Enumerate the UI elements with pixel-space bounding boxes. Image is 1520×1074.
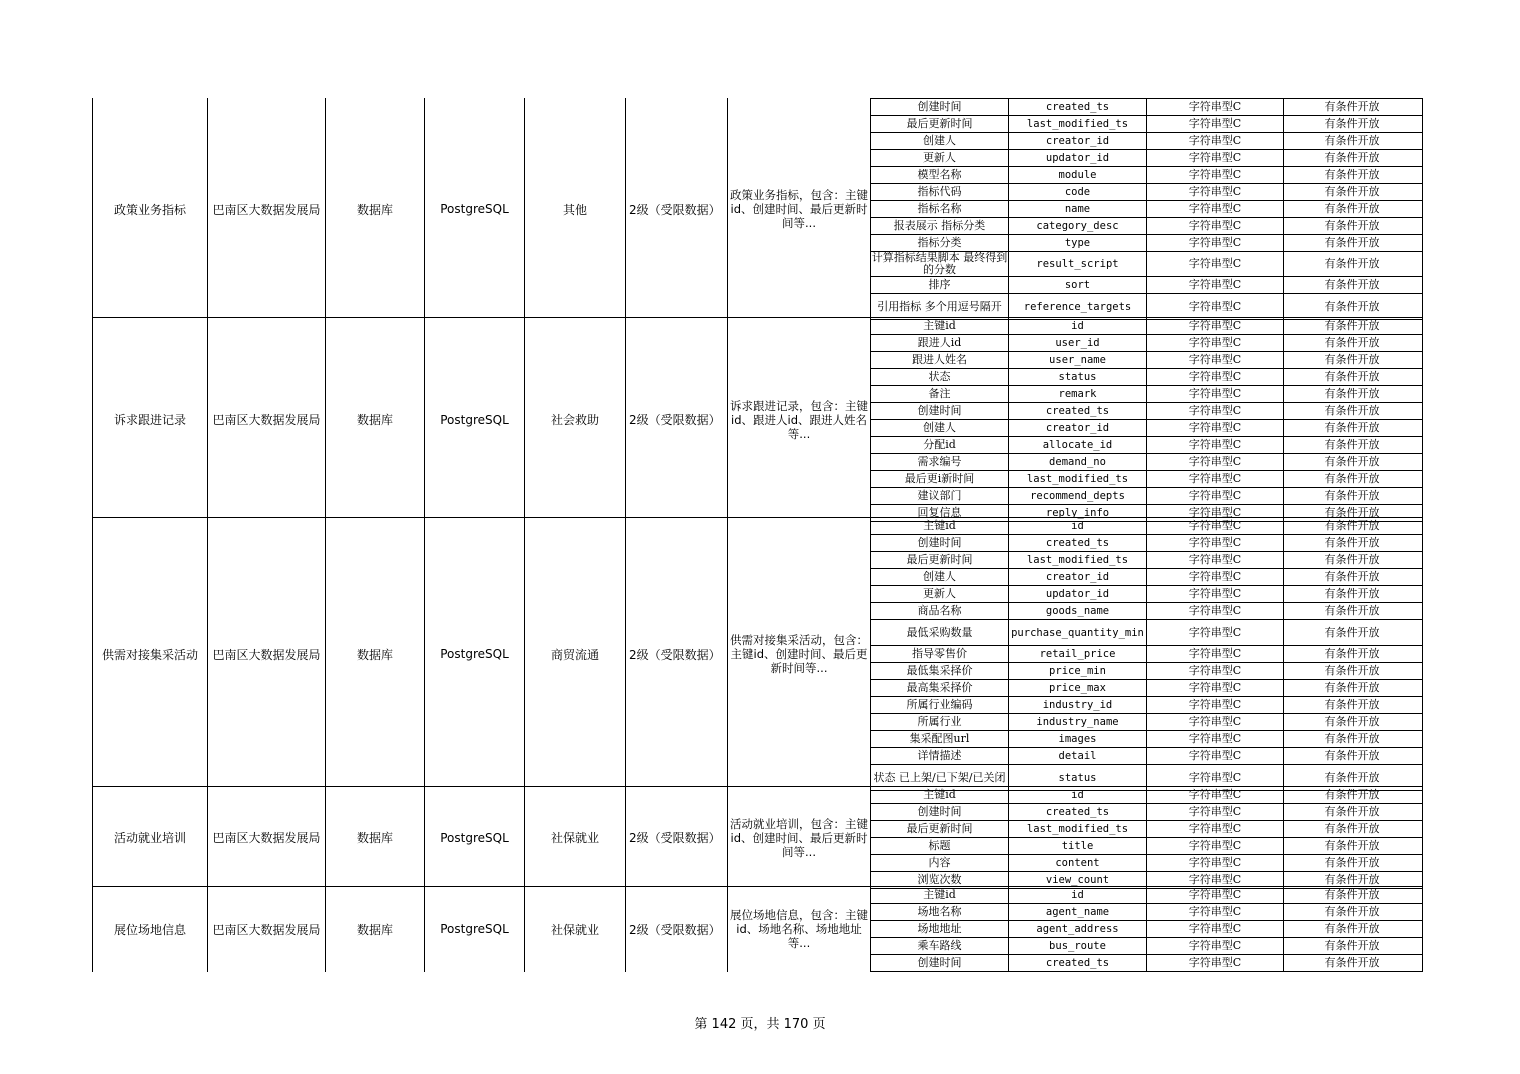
field-cn-name: 创建时间 <box>871 955 1009 971</box>
field-data-type: 字符串型C <box>1147 535 1284 551</box>
table-name-cell: 展位场地信息 <box>92 886 208 972</box>
field-en-name: id <box>1009 318 1147 334</box>
field-en-name: creator_id <box>1009 133 1147 149</box>
field-en-name: agent_address <box>1009 921 1147 937</box>
field-open-type: 有条件开放 <box>1324 489 1380 502</box>
field-row <box>871 369 1422 386</box>
field-cn-name: 最后更新时间 <box>871 552 1009 568</box>
field-row <box>871 352 1422 369</box>
field-open-type: 有条件开放 <box>1324 506 1380 519</box>
field-en-name: creator_id <box>1009 569 1147 585</box>
field-data-type: 字符串型C <box>1147 488 1284 504</box>
field-open-type: 有条件开放 <box>1324 472 1380 485</box>
field-row <box>871 454 1422 471</box>
field-data-type: 字符串型C <box>1147 518 1284 534</box>
field-cn-name: 回复信息 <box>871 505 1009 521</box>
category-cell: 社会救助 <box>525 317 626 522</box>
field-row <box>871 804 1422 821</box>
field-cn-name: 主键id <box>871 887 1009 903</box>
field-row <box>871 697 1422 714</box>
field-cn-name: 需求编号 <box>871 454 1009 470</box>
table-group <box>92 98 1421 320</box>
field-en-name: code <box>1009 184 1147 200</box>
field-row <box>871 420 1422 437</box>
field-open-type: 有条件开放 <box>1324 117 1380 130</box>
field-open-type: 有条件开放 <box>1324 587 1380 600</box>
field-data-type: 字符串型C <box>1147 872 1284 888</box>
field-row <box>871 748 1422 765</box>
field-row <box>871 603 1422 620</box>
category-cell: 社保就业 <box>525 786 626 889</box>
field-en-name: category_desc <box>1009 218 1147 234</box>
page-footer: 第 142 页，共 170 页 <box>694 1017 826 1032</box>
field-open-type: 有条件开放 <box>1324 219 1380 232</box>
field-open-type: 有条件开放 <box>1324 625 1380 639</box>
field-open-type: 有条件开放 <box>1324 822 1380 835</box>
field-open-type: 有条件开放 <box>1324 839 1380 852</box>
description-cell: 展位场地信息，包含：主键id、场地名称、场地地址等... <box>728 886 871 972</box>
field-list <box>870 886 1423 972</box>
database-cell: PostgreSQL <box>425 98 525 320</box>
field-data-type: 字符串型C <box>1147 586 1284 602</box>
field-en-name: result_script <box>1009 252 1147 276</box>
field-cn-name: 创建时间 <box>871 99 1009 115</box>
field-en-name: status <box>1009 369 1147 385</box>
field-data-type: 字符串型C <box>1147 921 1284 937</box>
description-cell: 诉求跟进记录，包含：主键id、跟进人id、跟进人姓名等... <box>728 317 871 522</box>
field-cn-name: 最后更新时间 <box>871 116 1009 132</box>
field-cn-name: 标题 <box>871 838 1009 854</box>
field-row <box>871 855 1422 872</box>
field-cn-name: 跟进人姓名 <box>871 352 1009 368</box>
field-row <box>871 471 1422 488</box>
field-row <box>871 150 1422 167</box>
field-row <box>871 252 1422 277</box>
field-open-type: 有条件开放 <box>1324 353 1380 366</box>
department-cell: 巴南区大数据发展局 <box>208 517 326 791</box>
field-data-type: 字符串型C <box>1147 569 1284 585</box>
field-open-type: 有条件开放 <box>1324 299 1380 313</box>
field-en-name: id <box>1009 787 1147 803</box>
table-group <box>92 886 1421 972</box>
field-cn-name: 跟进人id <box>871 335 1009 351</box>
field-open-type: 有条件开放 <box>1324 421 1380 434</box>
field-row <box>871 586 1422 603</box>
field-open-type: 有条件开放 <box>1324 604 1380 617</box>
field-open-type: 有条件开放 <box>1324 236 1380 249</box>
field-open-type: 有条件开放 <box>1324 455 1380 468</box>
resource-type-cell: 数据库 <box>326 886 425 972</box>
field-open-type: 有条件开放 <box>1324 278 1380 291</box>
field-row <box>871 904 1422 921</box>
field-data-type: 字符串型C <box>1147 714 1284 730</box>
field-list <box>870 98 1423 320</box>
field-cn-name: 更新人 <box>871 586 1009 602</box>
field-en-name: id <box>1009 887 1147 903</box>
field-open-type: 有条件开放 <box>1324 922 1380 935</box>
field-cn-name: 集采配图url <box>871 731 1009 747</box>
field-cn-name: 创建人 <box>871 133 1009 149</box>
field-cn-name: 场地地址 <box>871 921 1009 937</box>
field-cn-name: 指标分类 <box>871 235 1009 251</box>
group-separator <box>92 786 871 787</box>
field-cn-name: 商品名称 <box>871 603 1009 619</box>
table-name-cell: 诉求跟进记录 <box>92 317 208 522</box>
field-row <box>871 821 1422 838</box>
field-open-type: 有条件开放 <box>1324 134 1380 147</box>
table-name-cell: 政策业务指标 <box>92 98 208 320</box>
field-cn-name: 最后更新时间 <box>871 821 1009 837</box>
field-open-type: 有条件开放 <box>1324 404 1380 417</box>
field-cn-name: 更新人 <box>871 150 1009 166</box>
field-en-name: user_id <box>1009 335 1147 351</box>
field-en-name: content <box>1009 855 1147 871</box>
field-list <box>870 317 1423 522</box>
field-open-type: 有条件开放 <box>1324 888 1380 901</box>
field-data-type: 字符串型C <box>1147 938 1284 954</box>
field-row <box>871 646 1422 663</box>
field-en-name: sort <box>1009 277 1147 293</box>
security-level-cell: 2级（受限数据） <box>626 317 728 522</box>
field-open-type: 有条件开放 <box>1324 788 1380 801</box>
field-open-type: 有条件开放 <box>1324 370 1380 383</box>
field-en-name: type <box>1009 235 1147 251</box>
field-row <box>871 731 1422 748</box>
field-en-name: view_count <box>1009 872 1147 888</box>
field-row <box>871 318 1422 335</box>
resource-type-cell: 数据库 <box>326 317 425 522</box>
group-separator <box>92 886 871 887</box>
field-cn-name: 浏览次数 <box>871 872 1009 888</box>
field-data-type: 字符串型C <box>1147 904 1284 920</box>
field-row <box>871 787 1422 804</box>
field-data-type: 字符串型C <box>1147 99 1284 115</box>
field-en-name: bus_route <box>1009 938 1147 954</box>
field-data-type: 字符串型C <box>1147 552 1284 568</box>
field-cn-name: 主键id <box>871 518 1009 534</box>
field-data-type: 字符串型C <box>1147 167 1284 183</box>
field-list <box>870 517 1423 791</box>
table-name-cell: 活动就业培训 <box>92 786 208 889</box>
field-open-type: 有条件开放 <box>1324 100 1380 113</box>
field-row <box>871 663 1422 680</box>
field-open-type: 有条件开放 <box>1324 732 1380 745</box>
field-data-type: 字符串型C <box>1147 680 1284 696</box>
field-cn-name: 模型名称 <box>871 167 1009 183</box>
field-data-type: 字符串型C <box>1147 369 1284 385</box>
field-en-name: last_modified_ts <box>1009 821 1147 837</box>
database-cell: PostgreSQL <box>425 517 525 791</box>
field-cn-name: 主键id <box>871 318 1009 334</box>
field-cn-name: 引用指标 多个用逗号隔开 <box>871 294 1009 319</box>
category-cell: 其他 <box>525 98 626 320</box>
field-open-type: 有条件开放 <box>1324 202 1380 215</box>
department-cell: 巴南区大数据发展局 <box>208 98 326 320</box>
field-data-type: 字符串型C <box>1147 838 1284 854</box>
field-open-type: 有条件开放 <box>1324 536 1380 549</box>
field-data-type: 字符串型C <box>1147 184 1284 200</box>
field-cn-name: 最低集采择价 <box>871 663 1009 679</box>
table-name-cell: 供需对接集采活动 <box>92 517 208 791</box>
field-en-name: last_modified_ts <box>1009 552 1147 568</box>
field-open-type: 有条件开放 <box>1324 319 1380 332</box>
field-cn-name: 所属行业 <box>871 714 1009 730</box>
field-en-name: allocate_id <box>1009 437 1147 453</box>
field-en-name: demand_no <box>1009 454 1147 470</box>
field-row <box>871 201 1422 218</box>
field-en-name: recommend_depts <box>1009 488 1147 504</box>
field-en-name: price_max <box>1009 680 1147 696</box>
field-cn-name: 最低采购数量 <box>871 620 1009 645</box>
field-data-type: 字符串型C <box>1147 855 1284 871</box>
field-data-type: 字符串型C <box>1147 821 1284 837</box>
resource-type-cell: 数据库 <box>326 786 425 889</box>
security-level-cell: 2级（受限数据） <box>626 886 728 972</box>
field-open-type: 有条件开放 <box>1324 939 1380 952</box>
field-open-type: 有条件开放 <box>1324 856 1380 869</box>
field-cn-name: 乘车路线 <box>871 938 1009 954</box>
field-open-type: 有条件开放 <box>1324 873 1380 886</box>
field-en-name: creator_id <box>1009 420 1147 436</box>
field-row <box>871 535 1422 552</box>
field-open-type: 有条件开放 <box>1324 168 1380 181</box>
field-data-type: 字符串型C <box>1147 646 1284 662</box>
group-separator <box>92 317 871 318</box>
field-open-type: 有条件开放 <box>1324 647 1380 660</box>
department-cell: 巴南区大数据发展局 <box>208 786 326 889</box>
field-open-type: 有条件开放 <box>1324 681 1380 694</box>
group-separator <box>92 517 871 518</box>
field-row <box>871 184 1422 201</box>
field-en-name: created_ts <box>1009 99 1147 115</box>
field-row <box>871 488 1422 505</box>
field-en-name: price_min <box>1009 663 1147 679</box>
field-en-name: updator_id <box>1009 150 1147 166</box>
field-cn-name: 分配id <box>871 437 1009 453</box>
field-cn-name: 报表展示 指标分类 <box>871 218 1009 234</box>
description-cell: 活动就业培训，包含：主键id、创建时间、最后更新时间等... <box>728 786 871 889</box>
field-cn-name: 建议部门 <box>871 488 1009 504</box>
field-data-type: 字符串型C <box>1147 887 1284 903</box>
field-data-type: 字符串型C <box>1147 133 1284 149</box>
field-row <box>871 887 1422 904</box>
field-row <box>871 218 1422 235</box>
field-data-type: 字符串型C <box>1147 697 1284 713</box>
field-cn-name: 主键id <box>871 787 1009 803</box>
field-en-name: created_ts <box>1009 535 1147 551</box>
field-row <box>871 838 1422 855</box>
field-data-type: 字符串型C <box>1147 955 1284 971</box>
field-en-name: created_ts <box>1009 403 1147 419</box>
field-en-name: created_ts <box>1009 955 1147 971</box>
field-cn-name: 创建人 <box>871 569 1009 585</box>
field-row <box>871 386 1422 403</box>
field-cn-name: 详情描述 <box>871 748 1009 764</box>
field-open-type: 有条件开放 <box>1324 519 1380 532</box>
field-cn-name: 创建人 <box>871 420 1009 436</box>
field-data-type: 字符串型C <box>1147 116 1284 132</box>
department-cell: 巴南区大数据发展局 <box>208 886 326 972</box>
table-group <box>92 517 1421 791</box>
field-data-type: 字符串型C <box>1147 454 1284 470</box>
field-en-name: purchase_quantity_min <box>1009 620 1147 645</box>
field-data-type: 字符串型C <box>1147 318 1284 334</box>
field-open-type: 有条件开放 <box>1324 956 1380 969</box>
field-open-type: 有条件开放 <box>1324 698 1380 711</box>
field-data-type: 字符串型C <box>1147 663 1284 679</box>
field-data-type: 字符串型C <box>1147 294 1284 319</box>
field-open-type: 有条件开放 <box>1324 664 1380 677</box>
field-cn-name: 内容 <box>871 855 1009 871</box>
description-cell: 政策业务指标，包含：主键id、创建时间、最后更新时间等... <box>728 98 871 320</box>
field-row <box>871 921 1422 938</box>
field-data-type: 字符串型C <box>1147 420 1284 436</box>
field-row <box>871 99 1422 116</box>
field-row <box>871 714 1422 731</box>
department-cell: 巴南区大数据发展局 <box>208 317 326 522</box>
field-cn-name: 场地名称 <box>871 904 1009 920</box>
field-row <box>871 235 1422 252</box>
field-data-type: 字符串型C <box>1147 437 1284 453</box>
field-en-name: module <box>1009 167 1147 183</box>
field-cn-name: 最后更i新时间 <box>871 471 1009 487</box>
field-en-name: updator_id <box>1009 586 1147 602</box>
field-open-type: 有条件开放 <box>1324 151 1380 164</box>
category-cell: 商贸流通 <box>525 517 626 791</box>
field-cn-name: 指标代码 <box>871 184 1009 200</box>
field-en-name: user_name <box>1009 352 1147 368</box>
database-cell: PostgreSQL <box>425 786 525 889</box>
field-data-type: 字符串型C <box>1147 386 1284 402</box>
field-data-type: 字符串型C <box>1147 335 1284 351</box>
field-data-type: 字符串型C <box>1147 731 1284 747</box>
field-row <box>871 403 1422 420</box>
field-data-type: 字符串型C <box>1147 252 1284 276</box>
field-open-type: 有条件开放 <box>1324 770 1380 784</box>
field-row <box>871 167 1422 184</box>
field-data-type: 字符串型C <box>1147 787 1284 803</box>
field-en-name: detail <box>1009 748 1147 764</box>
security-level-cell: 2级（受限数据） <box>626 517 728 791</box>
field-cn-name: 创建时间 <box>871 403 1009 419</box>
field-open-type: 有条件开放 <box>1324 905 1380 918</box>
field-row <box>871 437 1422 454</box>
field-open-type: 有条件开放 <box>1324 553 1380 566</box>
field-open-type: 有条件开放 <box>1324 185 1380 198</box>
field-data-type: 字符串型C <box>1147 218 1284 234</box>
field-data-type: 字符串型C <box>1147 505 1284 521</box>
resource-type-cell: 数据库 <box>326 98 425 320</box>
field-open-type: 有条件开放 <box>1324 438 1380 451</box>
field-row <box>871 938 1422 955</box>
field-row <box>871 116 1422 133</box>
field-row <box>871 569 1422 586</box>
field-data-type: 字符串型C <box>1147 201 1284 217</box>
field-cn-name: 指导零售价 <box>871 646 1009 662</box>
field-cn-name: 排序 <box>871 277 1009 293</box>
field-en-name: remark <box>1009 386 1147 402</box>
field-en-name: industry_id <box>1009 697 1147 713</box>
field-row <box>871 518 1422 535</box>
field-en-name: goods_name <box>1009 603 1147 619</box>
field-row <box>871 955 1422 972</box>
field-en-name: title <box>1009 838 1147 854</box>
field-cn-name: 最高集采择价 <box>871 680 1009 696</box>
table-group <box>92 317 1421 522</box>
field-data-type: 字符串型C <box>1147 277 1284 293</box>
field-open-type: 有条件开放 <box>1324 805 1380 818</box>
field-row <box>871 335 1422 352</box>
table-group <box>92 786 1421 889</box>
category-cell: 社保就业 <box>525 886 626 972</box>
field-en-name: reply_info <box>1009 505 1147 521</box>
field-data-type: 字符串型C <box>1147 748 1284 764</box>
field-open-type: 有条件开放 <box>1324 336 1380 349</box>
field-cn-name: 状态 <box>871 369 1009 385</box>
field-data-type: 字符串型C <box>1147 804 1284 820</box>
field-open-type: 有条件开放 <box>1324 715 1380 728</box>
field-list <box>870 786 1423 889</box>
field-en-name: id <box>1009 518 1147 534</box>
security-level-cell: 2级（受限数据） <box>626 786 728 889</box>
field-cn-name: 指标名称 <box>871 201 1009 217</box>
field-row <box>871 277 1422 294</box>
field-open-type: 有条件开放 <box>1324 257 1380 270</box>
field-row <box>871 620 1422 646</box>
database-cell: PostgreSQL <box>425 886 525 972</box>
field-en-name: reference_targets <box>1009 294 1147 319</box>
field-en-name: status <box>1009 765 1147 790</box>
field-cn-name: 所属行业编码 <box>871 697 1009 713</box>
field-en-name: last_modified_ts <box>1009 116 1147 132</box>
field-open-type: 有条件开放 <box>1324 387 1380 400</box>
field-en-name: name <box>1009 201 1147 217</box>
field-row <box>871 552 1422 569</box>
field-en-name: retail_price <box>1009 646 1147 662</box>
field-row <box>871 133 1422 150</box>
field-en-name: last_modified_ts <box>1009 471 1147 487</box>
field-data-type: 字符串型C <box>1147 765 1284 790</box>
field-cn-name: 创建时间 <box>871 535 1009 551</box>
field-en-name: industry_name <box>1009 714 1147 730</box>
field-en-name: created_ts <box>1009 804 1147 820</box>
field-row <box>871 680 1422 697</box>
field-cn-name: 创建时间 <box>871 804 1009 820</box>
field-data-type: 字符串型C <box>1147 150 1284 166</box>
field-cn-name: 计算指标结果脚本 最终得到的分数 <box>871 252 1008 276</box>
field-data-type: 字符串型C <box>1147 352 1284 368</box>
field-data-type: 字符串型C <box>1147 235 1284 251</box>
field-data-type: 字符串型C <box>1147 403 1284 419</box>
field-en-name: agent_name <box>1009 904 1147 920</box>
field-cn-name: 状态 已上架/已下架/已关闭 <box>871 765 1009 790</box>
security-level-cell: 2级（受限数据） <box>626 98 728 320</box>
field-data-type: 字符串型C <box>1147 603 1284 619</box>
field-data-type: 字符串型C <box>1147 471 1284 487</box>
field-open-type: 有条件开放 <box>1324 570 1380 583</box>
resource-type-cell: 数据库 <box>326 517 425 791</box>
field-open-type: 有条件开放 <box>1324 749 1380 762</box>
field-en-name: images <box>1009 731 1147 747</box>
description-cell: 供需对接集采活动，包含：主键id、创建时间、最后更新时间等... <box>728 517 871 791</box>
field-cn-name: 备注 <box>871 386 1009 402</box>
field-data-type: 字符串型C <box>1147 620 1284 645</box>
database-cell: PostgreSQL <box>425 317 525 522</box>
